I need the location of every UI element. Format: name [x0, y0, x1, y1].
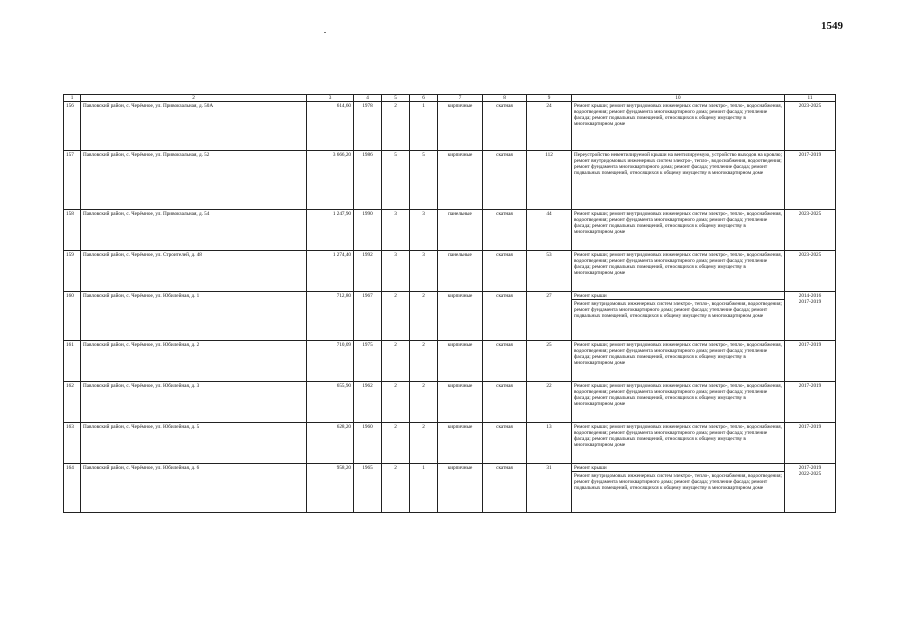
- row-number: 164: [64, 464, 81, 513]
- column-number: 5: [382, 95, 410, 102]
- area-cell: 628,20: [307, 423, 354, 464]
- entrances-cell: 3: [410, 210, 438, 251]
- year-cell: 1986: [354, 151, 382, 210]
- walls-material-cell: кирпичные: [438, 102, 483, 151]
- year-cell: 1967: [354, 292, 382, 341]
- residents-cell: 27: [527, 292, 572, 341]
- works-cell: [572, 423, 785, 464]
- period-cell: [785, 102, 836, 151]
- floors-cell: 2: [382, 341, 410, 382]
- address-cell: Павловский район, с. Черёмное, ул. Юбилейная, д. 3: [81, 382, 307, 423]
- period-cell: [785, 464, 836, 513]
- table-row: [64, 102, 836, 151]
- entrances-cell: 2: [410, 341, 438, 382]
- area-cell: 1 274,40: [307, 251, 354, 292]
- entrances-cell: 5: [410, 151, 438, 210]
- work-description: Ремонт крыши; ремонт внутридомовых инженерных систем электро-, тепло-, водоснабжения, водоотведения; ремонт фундамента многоквартирного дома; ремонт фасада; утепление фасада; ремонт подвальных помещений, относящихся к общему имуществу в многоквартирном доме: [574, 342, 782, 366]
- works-cell: [572, 251, 785, 292]
- entrances-cell: 3: [410, 251, 438, 292]
- work-description: Ремонт внутридомовых инженерных систем электро-, тепло-, водоснабжения, водоотведения; ремонт фундамента многоквартирного дома; ремонт фасада; утепление фасада; ремонт подвальных помещений, относящихся к общему имуществу в многоквартирном доме: [572, 471, 784, 491]
- period-cell: [785, 423, 836, 464]
- address-cell: Павловский район, с. Черёмное, ул. Юбилейная, д. 6: [81, 464, 307, 513]
- walls-material-cell: кирпичные: [438, 382, 483, 423]
- address-cell: Павловский район, с. Черёмное, ул. Привокзальная, д. 50А: [81, 102, 307, 151]
- work-description: Ремонт крыши; ремонт внутридомовых инженерных систем электро-, тепло-, водоснабжения, водоотведения; ремонт фундамента многоквартирного дома; ремонт фасада; утепление фасада; ремонт подвальных помещений, относящихся к общему имуществу в многоквартирном доме: [574, 211, 782, 235]
- residents-cell: 44: [527, 210, 572, 251]
- floors-cell: 3: [382, 251, 410, 292]
- repair-period: 2017-2019: [798, 299, 822, 305]
- column-number: 3: [307, 95, 354, 102]
- walls-material-cell: кирпичные: [438, 464, 483, 513]
- work-description: Ремонт крыши: [574, 465, 607, 471]
- work-description: Ремонт крыши; ремонт внутридомовых инженерных систем электро-, тепло-, водоснабжения, водоотведения; ремонт фундамента многоквартирного дома; ремонт фасада; утепление фасада; ремонт подвальных помещений, относящихся к общему имуществу в многоквартирном доме: [574, 252, 782, 276]
- table-row: [64, 423, 836, 464]
- roof-type-cell: скатная: [483, 251, 527, 292]
- works-cell: [572, 102, 785, 151]
- year-cell: 1990: [354, 210, 382, 251]
- roof-type-cell: скатная: [483, 292, 527, 341]
- roof-type-cell: скатная: [483, 464, 527, 513]
- address-cell: Павловский район, с. Черёмное, ул. Юбилейная, д. 2: [81, 341, 307, 382]
- work-description: Ремонт крыши; ремонт внутридомовых инженерных систем электро-, тепло-, водоснабжения, водоотведения; ремонт фундамента многоквартирного дома; ремонт фасада; утепление фасада; ремонт подвальных помещений, относящихся к общему имуществу в многоквартирном доме: [574, 103, 782, 127]
- roof-type-cell: скатная: [483, 341, 527, 382]
- residents-cell: 112: [527, 151, 572, 210]
- area-cell: 958,20: [307, 464, 354, 513]
- area-cell: 710,09: [307, 341, 354, 382]
- entrances-cell: 1: [410, 102, 438, 151]
- works-cell: [572, 382, 785, 423]
- floors-cell: 2: [382, 382, 410, 423]
- table-row: [64, 292, 836, 341]
- table-row: [64, 251, 836, 292]
- area-cell: 1 247,90: [307, 210, 354, 251]
- entrances-cell: 2: [410, 292, 438, 341]
- table-row: [64, 464, 836, 513]
- floors-cell: 2: [382, 292, 410, 341]
- area-cell: 712,80: [307, 292, 354, 341]
- row-number: 161: [64, 341, 81, 382]
- row-number: 156: [64, 102, 81, 151]
- scan-speck: [324, 32, 326, 33]
- repair-period: 2017-2019: [798, 152, 822, 158]
- works-cell: [572, 292, 785, 341]
- table-row: [64, 382, 836, 423]
- column-number: 2: [81, 95, 307, 102]
- period-cell: [785, 151, 836, 210]
- year-cell: 1992: [354, 251, 382, 292]
- page-number: 1549: [821, 20, 843, 32]
- capital-repair-table: [63, 94, 836, 513]
- column-number: 4: [354, 95, 382, 102]
- work-description: Переустройство невентилируемой крыши на вентилируемую, устройство выходов на кровлю; ремонт внутридомовых инженерных систем электро-, тепло-, водоснабжения, водоотведения; ремонт фундамента многоквартирного дома; ремонт фасада; утепление фасада; ремонт подвальных помещений, относящихся к общему имуществу в многоквартирном доме: [574, 152, 782, 176]
- row-number: 159: [64, 251, 81, 292]
- period-cell: [785, 210, 836, 251]
- walls-material-cell: панельные: [438, 210, 483, 251]
- year-cell: 1975: [354, 341, 382, 382]
- year-cell: 1960: [354, 423, 382, 464]
- row-number: 162: [64, 382, 81, 423]
- row-number: 158: [64, 210, 81, 251]
- address-cell: Павловский район, с. Черёмное, ул. Юбилейная, д. 5: [81, 423, 307, 464]
- column-number: 9: [527, 95, 572, 102]
- period-cell: [785, 341, 836, 382]
- works-cell: [572, 210, 785, 251]
- address-cell: Павловский район, с. Черёмное, ул. Привокзальная, д. 52: [81, 151, 307, 210]
- floors-cell: 2: [382, 423, 410, 464]
- period-cell: [785, 251, 836, 292]
- year-cell: 1965: [354, 464, 382, 513]
- column-number: 11: [785, 95, 836, 102]
- repair-period: 2022-2025: [798, 471, 822, 477]
- works-cell: [572, 464, 785, 513]
- column-number: 6: [410, 95, 438, 102]
- roof-type-cell: скатная: [483, 210, 527, 251]
- roof-type-cell: скатная: [483, 151, 527, 210]
- area-cell: 3 666,20: [307, 151, 354, 210]
- floors-cell: 2: [382, 102, 410, 151]
- row-number: 157: [64, 151, 81, 210]
- work-description: Ремонт внутридомовых инженерных систем электро-, тепло-, водоснабжения, водоотведения; ремонт фундамента многоквартирного дома; ремонт фасада; утепление фасада; ремонт подвальных помещений, относящихся к общему имуществу в многоквартирном доме: [572, 299, 784, 319]
- column-number-row: [64, 95, 836, 102]
- column-number: 8: [483, 95, 527, 102]
- area-cell: 614,60: [307, 102, 354, 151]
- address-cell: Павловский район, с. Черёмное, ул. Привокзальная, д. 54: [81, 210, 307, 251]
- residents-cell: 31: [527, 464, 572, 513]
- entrances-cell: 2: [410, 423, 438, 464]
- walls-material-cell: кирпичные: [438, 151, 483, 210]
- repair-period: 2017-2019: [798, 383, 822, 389]
- row-number: 163: [64, 423, 81, 464]
- work-description: Ремонт крыши: [574, 293, 607, 299]
- residents-cell: 22: [527, 382, 572, 423]
- floors-cell: 3: [382, 210, 410, 251]
- period-cell: [785, 292, 836, 341]
- walls-material-cell: кирпичные: [438, 341, 483, 382]
- table-row: [64, 341, 836, 382]
- repair-period: 2017-2019: [798, 424, 822, 430]
- walls-material-cell: панельные: [438, 251, 483, 292]
- works-cell: [572, 151, 785, 210]
- floors-cell: 2: [382, 464, 410, 513]
- repair-period: 2017-2019: [798, 465, 822, 471]
- floors-cell: 5: [382, 151, 410, 210]
- work-description: Ремонт крыши; ремонт внутридомовых инженерных систем электро-, тепло-, водоснабжения, водоотведения; ремонт фундамента многоквартирного дома; ремонт фасада; утепление фасада; ремонт подвальных помещений, относящихся к общему имуществу в многоквартирном доме: [574, 383, 782, 407]
- area-cell: 655,90: [307, 382, 354, 423]
- column-number: 1: [64, 95, 81, 102]
- year-cell: 1962: [354, 382, 382, 423]
- column-number: 7: [438, 95, 483, 102]
- address-cell: Павловский район, с. Черёмное, ул. Строителей, д. 48: [81, 251, 307, 292]
- table-row: [64, 151, 836, 210]
- column-number: 10: [572, 95, 785, 102]
- repair-period: 2014-2016: [798, 293, 822, 299]
- roof-type-cell: скатная: [483, 382, 527, 423]
- repair-period: 2023-2025: [798, 211, 822, 217]
- residents-cell: 25: [527, 341, 572, 382]
- entrances-cell: 1: [410, 464, 438, 513]
- residents-cell: 13: [527, 423, 572, 464]
- works-cell: [572, 341, 785, 382]
- address-cell: Павловский район, с. Черёмное, ул. Юбилейная, д. 1: [81, 292, 307, 341]
- work-description: Ремонт крыши; ремонт внутридомовых инженерных систем электро-, тепло-, водоснабжения, водоотведения; ремонт фундамента многоквартирного дома; ремонт фасада; утепление фасада; ремонт подвальных помещений, относящихся к общему имуществу в многоквартирном доме: [574, 424, 782, 448]
- entrances-cell: 2: [410, 382, 438, 423]
- roof-type-cell: скатная: [483, 423, 527, 464]
- walls-material-cell: кирпичные: [438, 423, 483, 464]
- repair-period: 2023-2025: [798, 103, 822, 109]
- row-number: 160: [64, 292, 81, 341]
- repair-period: 2023-2025: [798, 252, 822, 258]
- year-cell: 1978: [354, 102, 382, 151]
- roof-type-cell: скатная: [483, 102, 527, 151]
- walls-material-cell: кирпичные: [438, 292, 483, 341]
- repair-period: 2017-2019: [798, 342, 822, 348]
- residents-cell: 53: [527, 251, 572, 292]
- residents-cell: 24: [527, 102, 572, 151]
- period-cell: [785, 382, 836, 423]
- table-row: [64, 210, 836, 251]
